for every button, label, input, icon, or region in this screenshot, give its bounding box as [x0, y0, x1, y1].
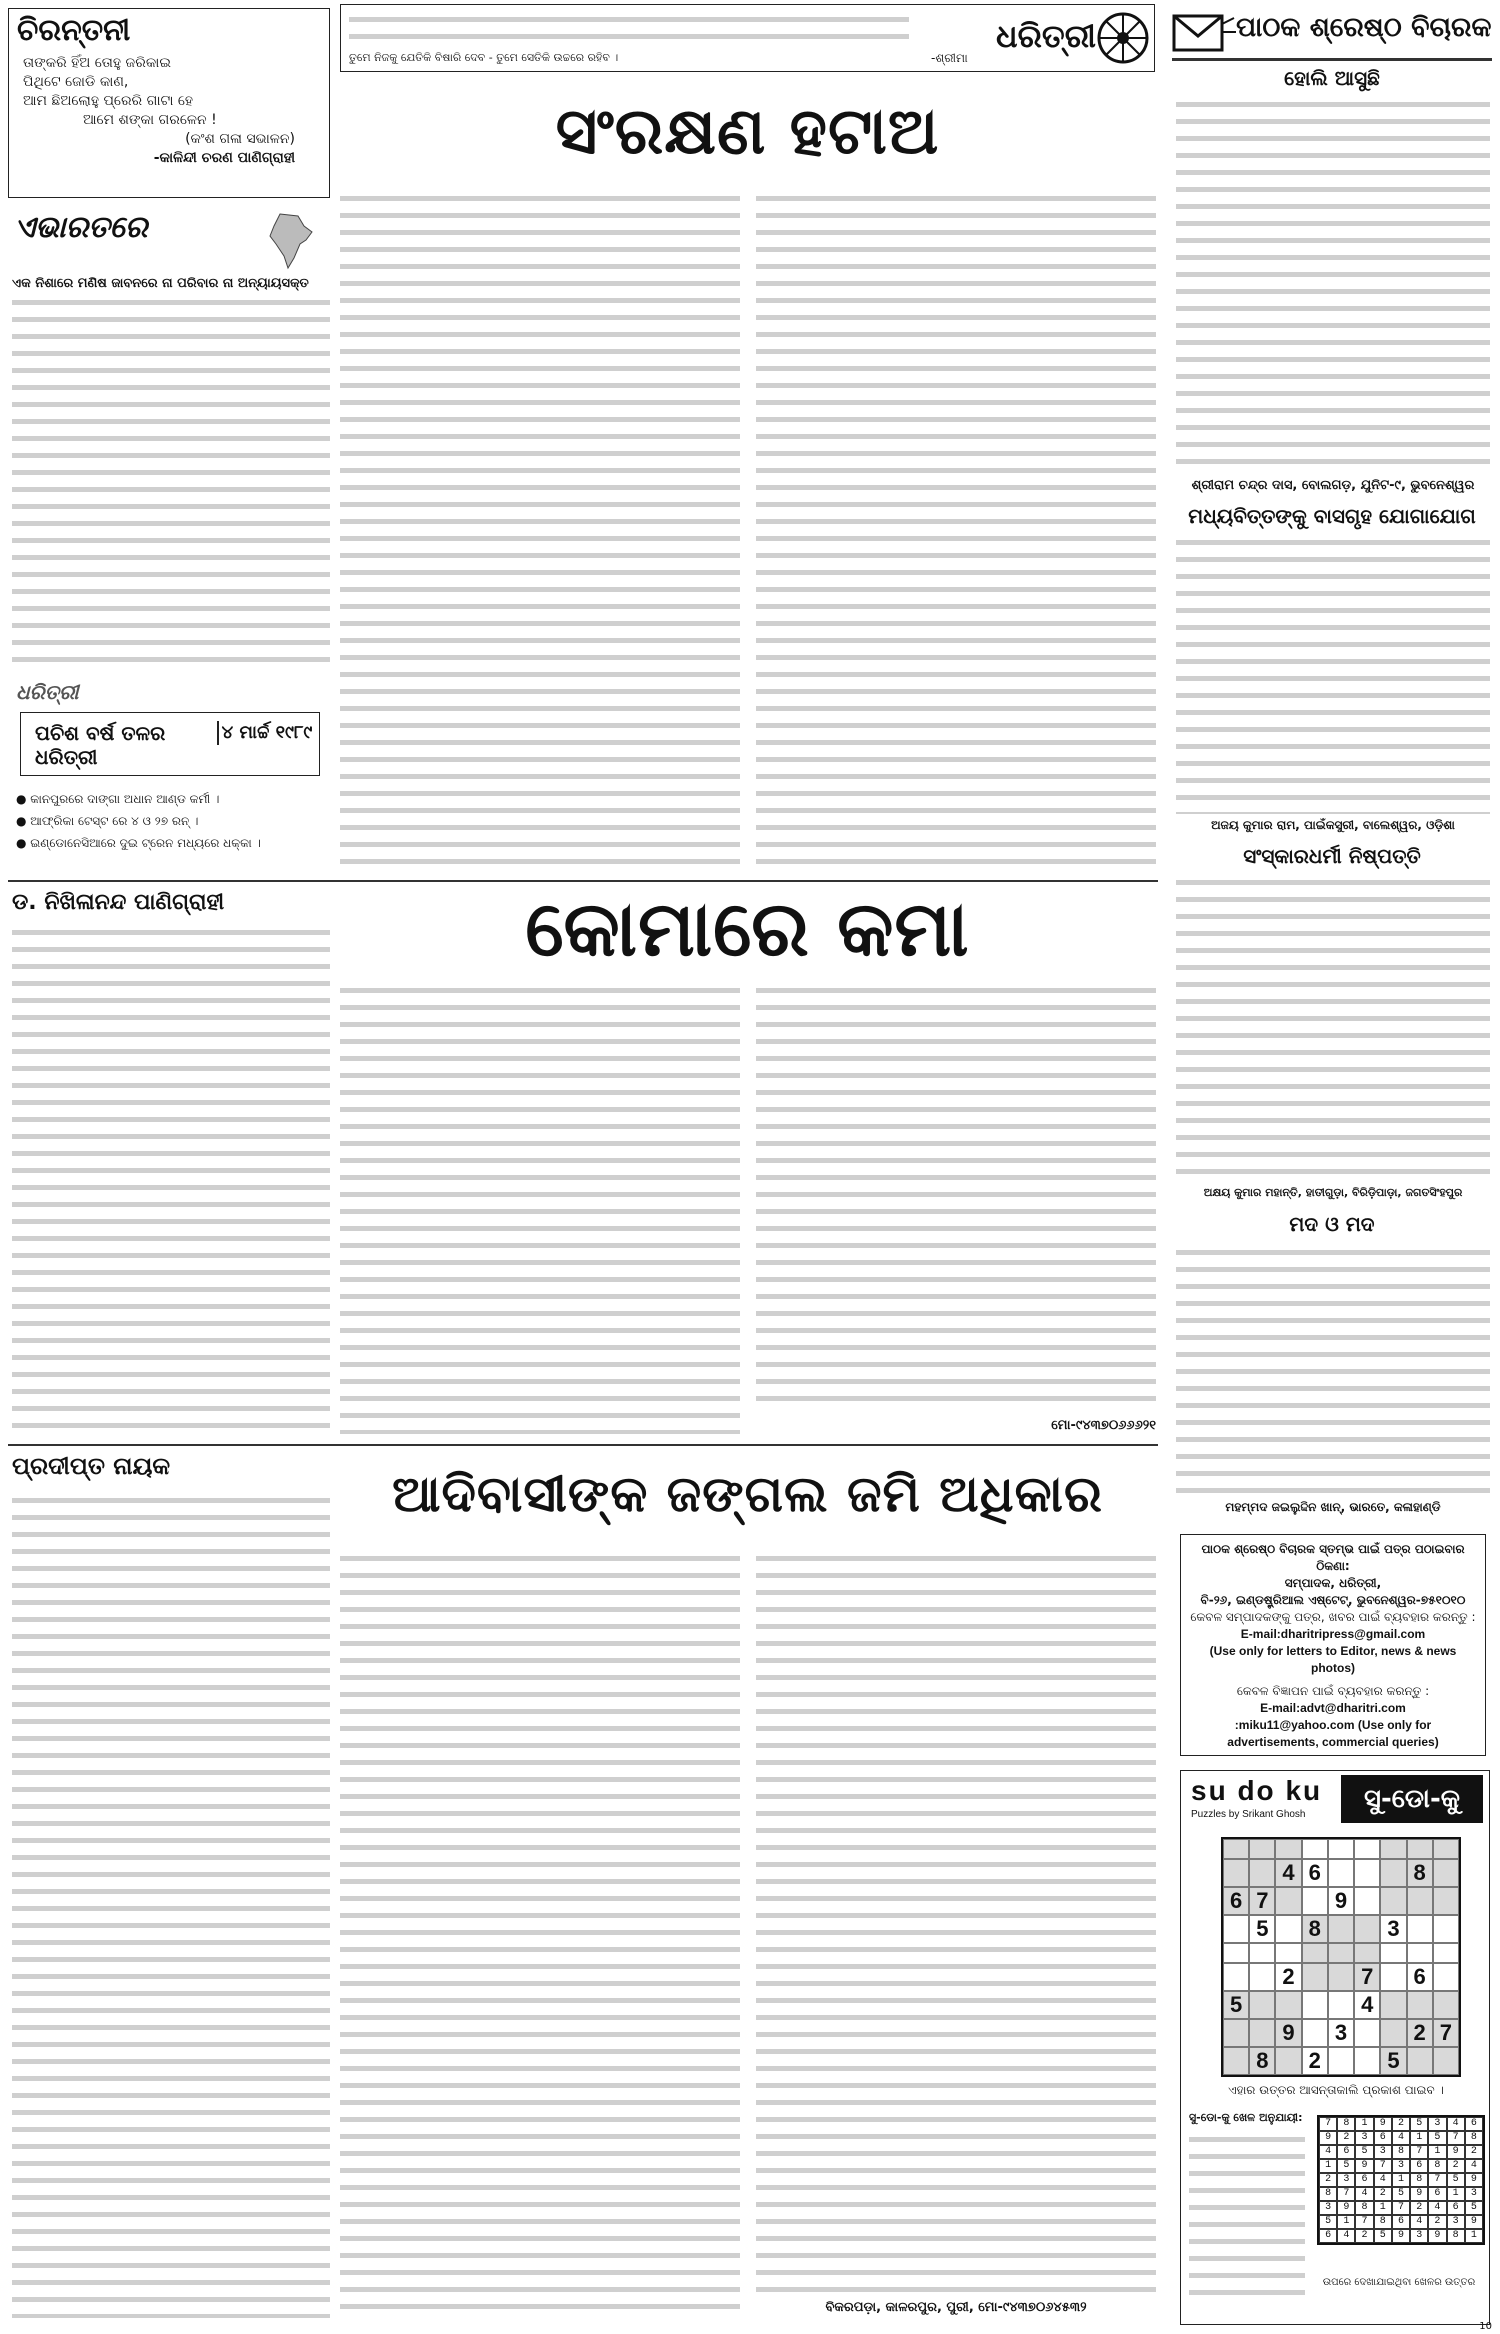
solution-cell: 2 [1392, 2117, 1410, 2131]
section-divider [8, 880, 1158, 882]
sudoku-cell: 9 [1328, 1887, 1354, 1915]
sudoku-cell [1433, 1859, 1459, 1887]
solution-cell: 8 [1392, 2145, 1410, 2159]
sudoku-cell [1328, 2047, 1354, 2075]
sudoku-cell [1407, 1991, 1433, 2019]
sudoku-cell [1380, 1839, 1406, 1859]
solution-cell: 4 [1355, 2187, 1373, 2201]
sudoku-cell [1249, 1839, 1275, 1859]
sudoku-cell [1328, 1859, 1354, 1887]
mada-signature: ମହମ୍ମଦ ଜଇଲୁଦ୍ଦିନ ଖାନ୍, ଭାରତେ, କଳାହାଣ୍ଡି [1225, 1500, 1441, 1514]
sudoku-box [1180, 1770, 1490, 2325]
solution-cell: 8 [1447, 2229, 1465, 2243]
solution-cell: 1 [1319, 2159, 1337, 2173]
solution-cell: 1 [1428, 2145, 1446, 2159]
sudoku-byline: Puzzles by Srikant Ghosh [1191, 1809, 1306, 1820]
madhyabitta-signature: ଅଜୟ କୁମାର ରାମ, ପାଇଁକସୁରୀ, ବାଲେଶ୍ୱର, ଓଡ଼ିଶା [1211, 818, 1455, 832]
chirantani-line: ଆମ ଛିଅଲୋହୁ ପ୍ରେରି ଗାଟା ହେ [23, 93, 194, 109]
solution-cell: 7 [1447, 2131, 1465, 2145]
komar-col-3 [756, 982, 1156, 1412]
sanskar-signature: ଅକ୍ଷୟ କୁମାର ମହାନ୍ତି, ହାତୀଗୁଡ଼ା, ବିରିଡ଼ିପାଡ଼ା, ଜଗତସିଂହପୁର [1203, 1186, 1463, 1199]
sudoku-cell [1433, 1839, 1459, 1859]
solution-cell: 5 [1465, 2201, 1483, 2215]
solution-cell: 7 [1337, 2187, 1355, 2201]
solution-cell: 5 [1355, 2145, 1373, 2159]
solution-cell: 5 [1319, 2215, 1337, 2229]
sanskar-title: ସଂସ୍କାରଧର୍ମୀ ନିଷ୍ପତ୍ତି [1243, 844, 1421, 868]
main-article-col-2 [756, 190, 1156, 870]
solution-cell: 5 [1337, 2159, 1355, 2173]
solution-cell: 1 [1374, 2201, 1392, 2215]
sudoku-cell [1328, 1943, 1354, 1963]
archive-date: ୪ ମାର୍ଚ୍ଚ ୧୯୮୯ [217, 721, 315, 745]
sudoku-cell: 7 [1354, 1963, 1380, 1991]
holi-signature: ଶ୍ରୀରାମ ଚନ୍ଦ୍ର ଦାସ, ବୋଲଗଡ଼, ଯୁନିଟ-୯, ଭୁବନେଶ୍ୱର [1191, 478, 1475, 493]
mada-title: ମଦ ଓ ମଦ [1289, 1212, 1375, 1236]
page-number: 10 [1479, 2321, 1492, 2332]
chirantani-author: -କାଳିନ୍ଦୀ ଚରଣ ପାଣିଗ୍ରାହୀ [153, 150, 295, 166]
chirantani-box [8, 8, 330, 198]
letters-header [1172, 8, 1492, 58]
solution-cell: 9 [1337, 2201, 1355, 2215]
komar-col-1 [12, 924, 330, 1434]
solution-cell: 5 [1392, 2187, 1410, 2201]
solution-cell: 5 [1428, 2131, 1446, 2145]
solution-cell: 3 [1319, 2201, 1337, 2215]
sudoku-cell [1328, 1991, 1354, 2019]
sudoku-cell: 6 [1223, 1887, 1249, 1915]
sudoku-cell [1433, 1943, 1459, 1963]
solution-cell: 2 [1374, 2187, 1392, 2201]
section-divider-2 [8, 1444, 1158, 1446]
masthead-strip [340, 4, 1155, 72]
sudoku-cell [1275, 1943, 1301, 1963]
solution-cell: 1 [1410, 2131, 1428, 2145]
sudoku-cell [1302, 1887, 1328, 1915]
contact-line: ସମ୍ପାଦକ, ଧରିତ୍ରୀ, [1284, 1576, 1382, 1590]
sudoku-cell [1275, 1839, 1301, 1859]
solution-cell: 7 [1410, 2145, 1428, 2159]
sudoku-cell [1223, 1943, 1249, 1963]
sudoku-cell [1407, 2047, 1433, 2075]
archive-years: ପଚିଶ ବର୍ଷ ତଳର ଧରିତ୍ରୀ [35, 721, 166, 769]
sudoku-cell [1249, 2019, 1275, 2047]
solution-cell: 2 [1410, 2201, 1428, 2215]
solution-cell: 4 [1319, 2145, 1337, 2159]
sudoku-cell [1302, 1839, 1328, 1859]
sudoku-cell: 7 [1249, 1887, 1275, 1915]
solution-cell: 9 [1374, 2117, 1392, 2131]
sudoku-caption: ଏହାର ଉତ୍ତର ଆସନ୍ତାକାଲି ପ୍ରକାଶ ପାଇବ । [1228, 2083, 1444, 2097]
sudoku-cell [1223, 1859, 1249, 1887]
solution-cell: 3 [1374, 2145, 1392, 2159]
sudoku-cell [1302, 2019, 1328, 2047]
sudoku-cell [1354, 1915, 1380, 1943]
sudoku-cell [1380, 1991, 1406, 2019]
solution-cell: 3 [1465, 2187, 1483, 2201]
madhyabitta-body [1176, 534, 1490, 814]
sudoku-cell [1302, 1943, 1328, 1963]
solution-cell: 2 [1319, 2173, 1337, 2187]
adivasi-col-1 [12, 1492, 330, 2318]
sudoku-cell [1354, 1859, 1380, 1887]
sudoku-cell: 4 [1354, 1991, 1380, 2019]
sudoku-cell [1249, 1943, 1275, 1963]
ebharat-body [12, 294, 330, 670]
solution-cell: 4 [1465, 2159, 1483, 2173]
archive-label: ଧରିତ୍ରୀ [16, 680, 79, 704]
solution-cell: 2 [1447, 2159, 1465, 2173]
solution-cell: 6 [1392, 2215, 1410, 2229]
komar-col-2 [340, 982, 740, 1434]
sanskar-body [1176, 874, 1490, 1182]
sudoku-cell [1275, 1991, 1301, 2019]
sudoku-cell: 9 [1275, 2019, 1301, 2047]
solution-cell: 5 [1374, 2229, 1392, 2243]
archive-bullet: ● ଆଫ୍ରିକା ଟେସ୍ଟ ରେ ୪ ଓ ୨୭ ରନ୍ । [16, 814, 199, 828]
sudoku-cell [1223, 1963, 1249, 1991]
chirantani-note: (କଂଶ ଗଳା ସଭାଳନ) [185, 131, 295, 147]
solution-cell: 1 [1392, 2173, 1410, 2187]
sudoku-cell: 6 [1407, 1963, 1433, 1991]
dharitri-logo: ଧରିତ୍ରୀ [996, 17, 1096, 55]
adivasi-col-3 [756, 1550, 1156, 2296]
solution-cell: 7 [1355, 2215, 1373, 2229]
sudoku-cell [1275, 2047, 1301, 2075]
madhyabitta-title: ମଧ୍ୟବିତ୍ତଙ୍କୁ ବାସଗୃହ ଯୋଗାଯୋଗ [1188, 504, 1476, 528]
sudoku-rules-title: ସୁ-ଡୋ-କୁ ଖେଳ ଅନୁଯାୟୀ: [1189, 2111, 1303, 2124]
sudoku-cell [1223, 1915, 1249, 1943]
sudoku-cell [1380, 1859, 1406, 1887]
envelope-icon [1172, 14, 1236, 52]
solution-cell: 3 [1428, 2117, 1446, 2131]
sudoku-cell: 4 [1275, 1859, 1301, 1887]
archive-bullets [16, 788, 330, 854]
solution-cell: 8 [1428, 2159, 1446, 2173]
solution-cell: 7 [1428, 2173, 1446, 2187]
komar-author: ଡ. ନିଖିଳାନନ୍ଦ ପାଣିଗ୍ରାହୀ [12, 890, 225, 915]
sudoku-footer: ଉପରେ ଦେଖାଯାଇଥିବା ଖେଳର ଉତ୍ତର [1322, 2277, 1476, 2288]
sudoku-cell [1354, 1943, 1380, 1963]
solution-cell: 5 [1410, 2117, 1428, 2131]
solution-cell: 9 [1410, 2187, 1428, 2201]
solution-cell: 6 [1447, 2201, 1465, 2215]
sudoku-cell [1433, 2047, 1459, 2075]
dharitri-archive-box [8, 680, 330, 876]
solution-cell: 6 [1337, 2145, 1355, 2159]
solution-cell: 1 [1465, 2229, 1483, 2243]
sudoku-cell [1223, 1839, 1249, 1859]
chirantani-line: ପିଥିଟେ ଜୋଡି କାଣ, [23, 74, 129, 90]
sudoku-cell [1249, 1963, 1275, 1991]
main-headline: ସଂରକ୍ଷଣ ହଟାଅ [555, 94, 940, 169]
solution-cell: 8 [1355, 2201, 1373, 2215]
solution-cell: 6 [1410, 2159, 1428, 2173]
sudoku-cell [1433, 1991, 1459, 2019]
solution-cell: 2 [1337, 2131, 1355, 2145]
solution-cell: 6 [1428, 2187, 1446, 2201]
sudoku-cell [1380, 1887, 1406, 1915]
chakra-icon [1096, 11, 1150, 65]
solution-cell: 4 [1374, 2173, 1392, 2187]
sudoku-brand: su do ku [1191, 1775, 1323, 1806]
komar-headline: କୋମାରେ କମା [525, 884, 970, 973]
solution-cell: 2 [1355, 2229, 1373, 2243]
solution-cell: 6 [1319, 2229, 1337, 2243]
sudoku-cell: 8 [1407, 1859, 1433, 1887]
mada-body [1176, 1244, 1490, 1496]
ads-email[interactable]: E-mail:advt@dharitri.com [1260, 1701, 1406, 1715]
solution-cell: 3 [1337, 2173, 1355, 2187]
sudoku-cell: 6 [1302, 1859, 1328, 1887]
solution-cell: 8 [1337, 2117, 1355, 2131]
solution-cell: 9 [1392, 2229, 1410, 2243]
solution-cell: 3 [1410, 2229, 1428, 2243]
sudoku-cell [1407, 1887, 1433, 1915]
chirantani-poem [9, 52, 329, 170]
solution-cell: 3 [1392, 2159, 1410, 2173]
komar-contact: ମୋ-୯୪୩୭୦୬୬୬୨୧ [1051, 1418, 1156, 1433]
solution-cell: 1 [1447, 2187, 1465, 2201]
adivasi-headline: ଆଦିବାସୀଙ୍କ ଜଙ୍ଗଲ ଜମି ଅଧିକାର [392, 1464, 1103, 1523]
sudoku-cell [1302, 1963, 1328, 1991]
solution-cell: 9 [1447, 2145, 1465, 2159]
archive-bullet: ● କାନପୁରରେ ଦାଙ୍ଗା ଅଧାନ ଆଣ୍ଡ କର୍ମୀ । [16, 792, 220, 806]
sudoku-cell [1380, 1943, 1406, 1963]
sudoku-cell [1249, 1859, 1275, 1887]
solution-cell: 4 [1447, 2117, 1465, 2131]
ads-line: କେବଳ ବିଜ୍ଞାପନ ପାଇଁ ବ୍ୟବହାର କରନ୍ତୁ : [1236, 1684, 1430, 1698]
solution-cell: 9 [1355, 2159, 1373, 2173]
sudoku-cell [1354, 1887, 1380, 1915]
contact-line: ବି-୨୬, ଇଣ୍ଡଷ୍ଟ୍ରିଆଲ ଏଷ୍ଟେଟ୍, ଭୁବନେଶ୍ୱର-୭୫୧୦୧୦ [1200, 1593, 1466, 1607]
solution-cell: 3 [1355, 2131, 1373, 2145]
solution-cell: 2 [1428, 2215, 1446, 2229]
chirantani-line: ଆମେ ଶଙ୍କା ଗରଳେନ ! [83, 112, 217, 128]
masthead-quote: ତୁମେ ନିଜକୁ ଯେତିକି ବିଷାରି ଦେବ - ତୁମେ ସେତିକି ଉଚ୍ଚରେ ରହିବ । [349, 51, 619, 64]
sudoku-cell [1380, 2019, 1406, 2047]
editor-email-note: (Use only for letters to Editor, news & news photos) [1209, 1644, 1457, 1675]
masthead-quote-text [349, 11, 909, 51]
solution-cell: 1 [1337, 2215, 1355, 2229]
solution-cell: 9 [1319, 2131, 1337, 2145]
sudoku-cell: 8 [1302, 1915, 1328, 1943]
ebharat-title: ଏଭାରତରେ [14, 210, 148, 245]
sudoku-cell [1354, 1839, 1380, 1859]
sudoku-cell [1407, 1943, 1433, 1963]
sudoku-cell: 8 [1249, 2047, 1275, 2075]
sudoku-cell: 7 [1433, 2019, 1459, 2047]
sudoku-cell: 5 [1223, 1991, 1249, 2019]
solution-cell: 1 [1355, 2117, 1373, 2131]
sudoku-cell [1407, 1839, 1433, 1859]
solution-cell: 9 [1428, 2229, 1446, 2243]
sudoku-cell [1354, 2047, 1380, 2075]
holi-body [1176, 96, 1490, 476]
masthead-quote-author: -ଶ୍ରୀମା [931, 51, 968, 65]
ads-email-2[interactable]: :miku11@yahoo.com (Use only for advertisements, commercial queries) [1227, 1718, 1439, 1749]
solution-cell: 7 [1374, 2159, 1392, 2173]
solution-cell: 4 [1410, 2215, 1428, 2229]
sudoku-cell [1433, 1887, 1459, 1915]
sudoku-cell [1433, 1963, 1459, 1991]
sudoku-cell [1328, 1839, 1354, 1859]
sudoku-cell [1407, 1915, 1433, 1943]
sudoku-cell [1223, 2047, 1249, 2075]
sudoku-cell: 5 [1249, 1915, 1275, 1943]
ebharat-lead: ଏକ ନିଶାରେ ମଣିଷ ଜାବନରେ ନା ପରିବାର ନା ଅନ୍ୟାୟସକ୍ତ [12, 276, 309, 291]
letters-title: ପାଠକ ଶ୍ରେଷ୍ଠ ବିଚାରକ [1236, 12, 1492, 43]
solution-cell: 4 [1337, 2229, 1355, 2243]
solution-cell: 6 [1374, 2131, 1392, 2145]
solution-cell: 9 [1465, 2215, 1483, 2229]
chirantani-title: ଚିରନ୍ତନୀ [17, 13, 131, 48]
solution-cell: 8 [1319, 2187, 1337, 2201]
solution-cell: 5 [1447, 2173, 1465, 2187]
india-map-icon [260, 210, 320, 270]
sudoku-cell: 3 [1380, 1915, 1406, 1943]
sudoku-cell: 2 [1407, 2019, 1433, 2047]
solution-cell: 7 [1392, 2201, 1410, 2215]
solution-cell: 2 [1465, 2145, 1483, 2159]
sudoku-cell [1328, 1963, 1354, 1991]
main-article-col-1 [340, 190, 740, 870]
holi-title: ହୋଲି ଆସୁଛି [1284, 66, 1380, 90]
sudoku-grid [1221, 1837, 1461, 2077]
editor-email[interactable]: E-mail:dharitripress@gmail.com [1240, 1627, 1426, 1641]
sudoku-cell [1249, 1991, 1275, 2019]
sudoku-cell: 3 [1328, 2019, 1354, 2047]
solution-cell: 9 [1465, 2173, 1483, 2187]
sudoku-odia-title: ସୁ-ଡୋ-କୁ [1341, 1775, 1483, 1823]
sudoku-cell [1380, 1963, 1406, 1991]
sudoku-cell [1302, 1991, 1328, 2019]
sudoku-cell: 2 [1302, 2047, 1328, 2075]
solution-cell: 4 [1392, 2131, 1410, 2145]
solution-cell: 7 [1319, 2117, 1337, 2131]
sudoku-cell [1328, 1915, 1354, 1943]
ebharat-header [8, 210, 330, 270]
chirantani-line: ତାଙ୍କରି ହିଁଅ ତୋହୁ ଜରିକାଇ [23, 55, 172, 71]
sudoku-cell [1275, 1915, 1301, 1943]
solution-cell: 6 [1465, 2117, 1483, 2131]
solution-cell: 8 [1410, 2173, 1428, 2187]
adivasi-signature: ବିକରପଡ଼ା, କାଳରପୁର, ପୁରୀ, ମୋ-୯୪୩୭୦୬୪୫୩୨ [825, 2300, 1087, 2315]
sudoku-cell [1275, 1887, 1301, 1915]
sudoku-cell: 2 [1275, 1963, 1301, 1991]
sudoku-solution-grid [1317, 2115, 1485, 2245]
sudoku-rules-text [1189, 2131, 1305, 2301]
sudoku-cell [1433, 1915, 1459, 1943]
contact-line: କେବଳ ସମ୍ପାଦକଙ୍କୁ ପତ୍ର, ଖବର ପାଇଁ ବ୍ୟବହାର କରନ୍ତୁ : [1190, 1610, 1476, 1624]
sudoku-cell [1354, 2019, 1380, 2047]
adivasi-col-2 [340, 1550, 740, 2318]
solution-cell: 4 [1428, 2201, 1446, 2215]
archive-bullet: ● ଇଣ୍ଡୋନେସିଆରେ ଦୁଇ ଟ୍ରେନ ମଧ୍ୟରେ ଧକ୍କା । [16, 836, 261, 850]
contact-box [1180, 1534, 1486, 1756]
pradipta-author: ପ୍ରଦୀପ୍ତ ନାୟକ [12, 1452, 171, 1480]
contact-line: ପାଠକ ଶ୍ରେଷ୍ଠ ବିଚାରକ ସ୍ତମ୍ଭ ପାଇଁ ପତ୍ର ପଠାଇବାର ଠିକଣା: [1201, 1542, 1465, 1573]
sudoku-cell [1223, 2019, 1249, 2047]
archive-banner [20, 712, 320, 776]
solution-cell: 8 [1374, 2215, 1392, 2229]
letters-rule [1172, 58, 1492, 61]
solution-cell: 8 [1465, 2131, 1483, 2145]
solution-cell: 3 [1447, 2215, 1465, 2229]
solution-cell: 6 [1355, 2173, 1373, 2187]
sudoku-cell: 5 [1380, 2047, 1406, 2075]
